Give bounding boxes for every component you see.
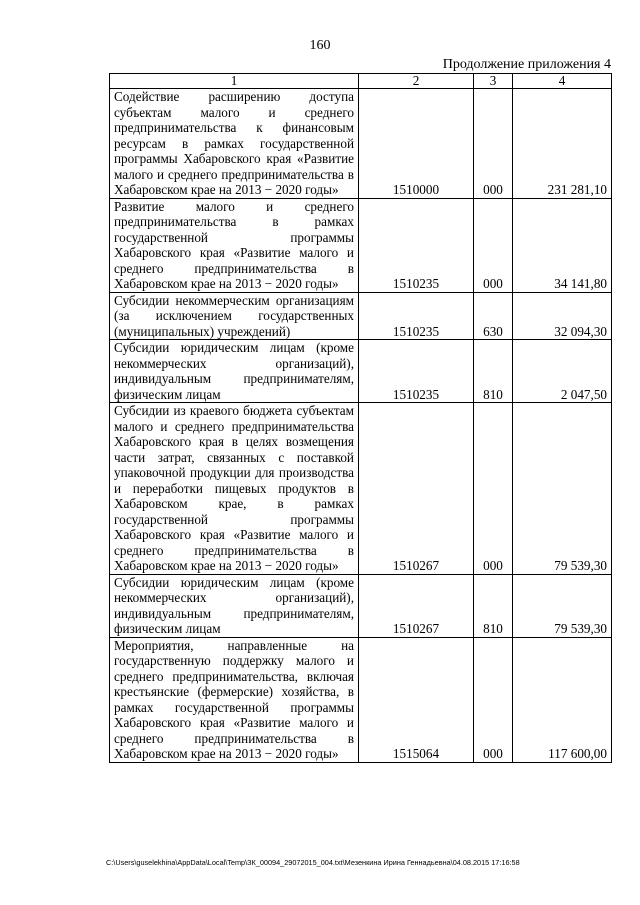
row-target-code: 1510267 xyxy=(359,574,474,637)
row-amount: 32 094,30 xyxy=(513,292,612,340)
file-path-footer: C:\Users\guselekhina\AppData\Local\Temp\ЗК_00094_29072015_004.txt\Мезенкина Ирина Геннадьевна\04.08.2015 17:16:58 xyxy=(106,858,520,867)
row-target-code: 1510235 xyxy=(359,198,474,292)
row-amount: 34 141,80 xyxy=(513,198,612,292)
row-amount: 231 281,10 xyxy=(513,89,612,199)
row-target-code: 1515064 xyxy=(359,637,474,762)
budget-table xyxy=(109,73,612,763)
page-number: 160 xyxy=(309,38,331,53)
row-description: Субсидии юридическим лицам (кроме некоммерческих организаций), индивидуальным предпринимателям, физическим лицам xyxy=(110,574,359,637)
row-description: Содействие расширению доступа субъектам малого и среднего предпринимательства к финансовым ресурсам в рамках государственной программы Хабаровского края «Развитие малого и среднего предпринимательства в Хабаровском крае на 2013 − 2020 годы» xyxy=(110,89,359,199)
column-header: 1 xyxy=(110,74,359,89)
column-header: 4 xyxy=(513,74,612,89)
row-expense-kind: 810 xyxy=(474,574,513,637)
row-expense-kind: 810 xyxy=(474,340,513,403)
row-amount: 2 047,50 xyxy=(513,340,612,403)
table-row xyxy=(110,198,612,292)
continuation-note: Продолжение приложения 4 xyxy=(442,57,611,72)
row-target-code: 1510000 xyxy=(359,89,474,199)
column-header: 3 xyxy=(474,74,513,89)
table-row xyxy=(110,574,612,637)
row-expense-kind: 000 xyxy=(474,637,513,762)
row-target-code: 1510235 xyxy=(359,292,474,340)
row-target-code: 1510235 xyxy=(359,340,474,403)
row-expense-kind: 000 xyxy=(474,403,513,575)
row-amount: 79 539,30 xyxy=(513,403,612,575)
row-description: Мероприятия, направленные на государственную поддержку малого и среднего предпринимательства, включая крестьянские (фермерские) хозяйства, в рамках государственной программы Хабаровского края «Развитие малого и среднего предпринимательства в Хабаровском крае на 2013 − 2020 годы» xyxy=(110,637,359,762)
row-expense-kind: 000 xyxy=(474,89,513,199)
row-expense-kind: 630 xyxy=(474,292,513,340)
row-description: Субсидии юридическим лицам (кроме некоммерческих организаций), индивидуальным предпринимателям, физическим лицам xyxy=(110,340,359,403)
column-header: 2 xyxy=(359,74,474,89)
row-amount: 79 539,30 xyxy=(513,574,612,637)
row-target-code: 1510267 xyxy=(359,403,474,575)
table-row xyxy=(110,403,612,575)
row-description: Субсидии некоммерческим организациям (за исключением государственных (муниципальных) учреждений) xyxy=(110,292,359,340)
table-row xyxy=(110,292,612,340)
row-expense-kind: 000 xyxy=(474,198,513,292)
table-row xyxy=(110,89,612,199)
row-amount: 117 600,00 xyxy=(513,637,612,762)
column-number-row xyxy=(110,74,612,89)
row-description: Развитие малого и среднего предпринимательства в рамках государственной программы Хабаровского края «Развитие малого и среднего предпринимательства в Хабаровском крае на 2013 − 2020 годы» xyxy=(110,198,359,292)
table-row xyxy=(110,637,612,762)
table-row xyxy=(110,340,612,403)
row-description: Субсидии из краевого бюджета субъектам малого и среднего предпринимательства Хабаровского края в целях возмещения части затрат, связанных с поставкой упаковочной продукции для производства и переработки пищевых продуктов в Хабаровском крае, в рамках государственной программы Хабаровского края «Развитие малого и среднего предпринимательства в Хабаровском крае на 2013 − 2020 годы» xyxy=(110,403,359,575)
